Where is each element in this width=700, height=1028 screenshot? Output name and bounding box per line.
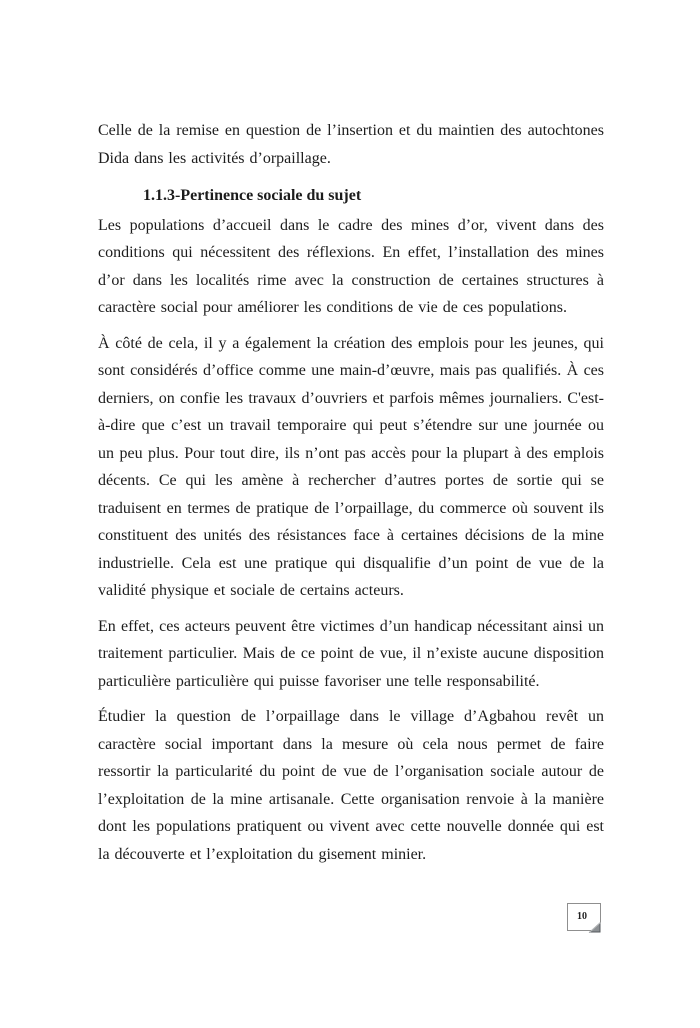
opening-paragraph: Celle de la remise en question de l’insertion et du maintien des autochtones Dida dans les activités d’orpaillage. [98,122,604,167]
body-paragraph: Étudier la question de l’orpaillage dans le village d’Agbahou revêt un caractère social important dans la mesure où cela nous permet de faire ressortir la particularité du point de vue de l’organisation sociale autour de l’exploitation de la mine artisanale. Cette organisation renvoie à la manière dont les populations pratiquent ou vivent avec cette nouvelle donnée qui est la découverte et l’exploitation du gisement minier. [98,708,604,863]
page-number: 10 [577,910,587,922]
body-paragraph: En effet, ces acteurs peuvent être victimes d’un handicap nécessitant ainsi un traitement particulier. Mais de ce point de vue, il n’existe aucune disposition particulière particulière qui puisse favoriser une telle responsabilité. [98,617,604,690]
body-paragraph: Les populations d’accueil dans le cadre des mines d’or, vivent dans des conditions qui nécessitent des réflexions. En effet, l’installation des mines d’or dans les localités rime avec la construction de certaines structures à caractère social pour améliorer les conditions de vie de ces populations. [98,216,604,316]
page-fold-icon [587,920,603,934]
body-paragraph: À côté de cela, il y a également la création des emplois pour les jeunes, qui sont considérés d’office comme une main-d’œuvre, mais pas qualifiés. À ces derniers, on confie les travaux d’ouvriers et parfois mêmes journaliers. C'est-à-dire que c’est un travail temporaire qui peut s’étendre sur une journée ou un peu plus. Pour tout dire, ils n’ont pas accès pour la plupart à des emplois décents. Ce qui les amène à rechercher d’autres portes de sortie qui se traduisent en termes de pratique de l’orpaillage, du commerce où souvent ils constituent des unités des résistances face à certaines décisions de la mine industrielle. Cela est une pratique qui disqualifie d’un point de vue de la validité physique et sociale de certains acteurs. [98,334,604,599]
section-heading: 1.1.3-Pertinence sociale du sujet [143,187,362,204]
page-number-box [567,903,601,931]
text-content [98,117,604,876]
